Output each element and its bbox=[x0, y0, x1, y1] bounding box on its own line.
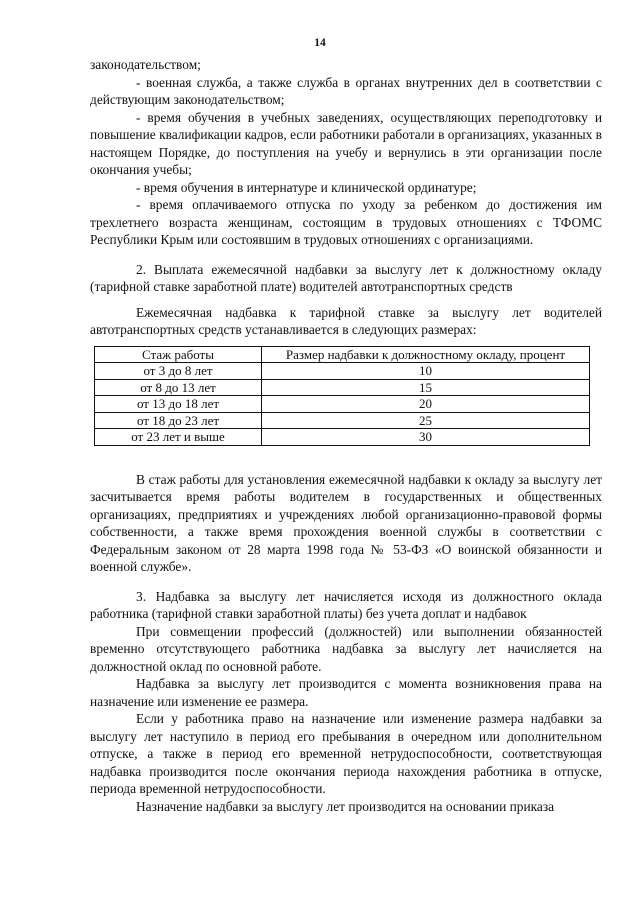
page-content bbox=[90, 56, 602, 815]
paragraph-continuation: законодательством; bbox=[90, 57, 201, 72]
section-2-heading: 2. Выплата ежемесячной надбавки за выслугу лет к должностному окладу (тарифной ставке заработной плате) водителей автотранспортных средств bbox=[90, 261, 602, 294]
table-row bbox=[95, 429, 590, 446]
section-3-paragraph: Назначение надбавки за выслугу лет производится на основании приказа bbox=[136, 798, 555, 814]
experience-cell: от 13 до 18 лет bbox=[95, 396, 262, 413]
experience-cell: от 18 до 23 лет bbox=[95, 412, 262, 429]
column-header-allowance: Размер надбавки к должностному окладу, процент bbox=[262, 346, 590, 363]
percent-cell: 10 bbox=[262, 363, 590, 380]
table-row bbox=[95, 363, 590, 380]
percent-cell: 15 bbox=[262, 379, 590, 396]
experience-cell: от 3 до 8 лет bbox=[95, 363, 262, 380]
table-row bbox=[95, 396, 590, 413]
table-row bbox=[95, 412, 590, 429]
percent-cell: 20 bbox=[262, 396, 590, 413]
percent-cell: 25 bbox=[262, 412, 590, 429]
column-header-experience: Стаж работы bbox=[95, 346, 262, 363]
section-2-intro: Ежемесячная надбавка к тарифной ставке за выслугу лет водителей автотранспортных средств устанавливается в следующих размерах: bbox=[90, 304, 602, 337]
percent-cell: 30 bbox=[262, 429, 590, 446]
experience-cell: от 23 лет и выше bbox=[95, 429, 262, 446]
seniority-paragraph: В стаж работы для установления ежемесячной надбавки к окладу за выслугу лет засчитывается время работы водителем в государственных и общественных организациях, предприятиях и учреждениях любой организационно-правовой формы собственности, а также время прохождения военной службы в соответствии с Федеральным законом от 28 марта 1998 года № 53-ФЗ «О воинской обязанности и военной службе». bbox=[90, 471, 602, 574]
list-item-military-service: - военная служба, а также служба в органах внутренних дел в соответствии с действующим законодательством; bbox=[90, 74, 602, 107]
section-3-paragraph: Если у работника право на назначение или изменение размера надбавки за выслугу лет наступило в период его пребывания в очередном или дополнительном отпуске, а также в период его временной нетрудоспособности, соответствующая надбавка производится после окончания периода нахождения работника в отпуске, периода временной нетрудоспособности. bbox=[90, 711, 602, 796]
section-3-paragraph: При совмещении профессий (должностей) или выполнении обязанностей временно отсутствующего работника надбавка за выслугу лет начисляется на должностной оклад по основной работе. bbox=[90, 623, 602, 674]
table-row bbox=[95, 379, 590, 396]
list-item-internship: - время обучения в интернатуре и клинической ординатуре; bbox=[136, 179, 477, 195]
page-number: 14 bbox=[314, 37, 326, 49]
section-3-paragraph: Надбавка за выслугу лет производится с момента возникновения права на назначение или изменение ее размера. bbox=[90, 676, 602, 709]
table-header-row bbox=[95, 346, 590, 363]
experience-cell: от 8 до 13 лет bbox=[95, 379, 262, 396]
list-item-training-time: - время обучения в учебных заведениях, осуществляющих переподготовку и повышение квалификации кадров, если работники работали в организациях, указанных в настоящем Порядке, до поступления на учебу и вернулись в эти организации после окончания учебы; bbox=[90, 109, 602, 177]
list-item-parental-leave: - время оплачиваемого отпуска по уходу за ребенком до достижения им трехлетнего возраста женщинам, состоящим в трудовых отношениях с ТФОМС Республики Крым или состоявшим в трудовых отношениях с организациями. bbox=[90, 197, 602, 247]
allowance-table bbox=[94, 346, 590, 446]
section-3-heading: 3. Надбавка за выслугу лет начисляется исходя из должностного оклада работника (тарифной ставки заработной платы) без учета доплат и надбавок bbox=[90, 588, 602, 621]
